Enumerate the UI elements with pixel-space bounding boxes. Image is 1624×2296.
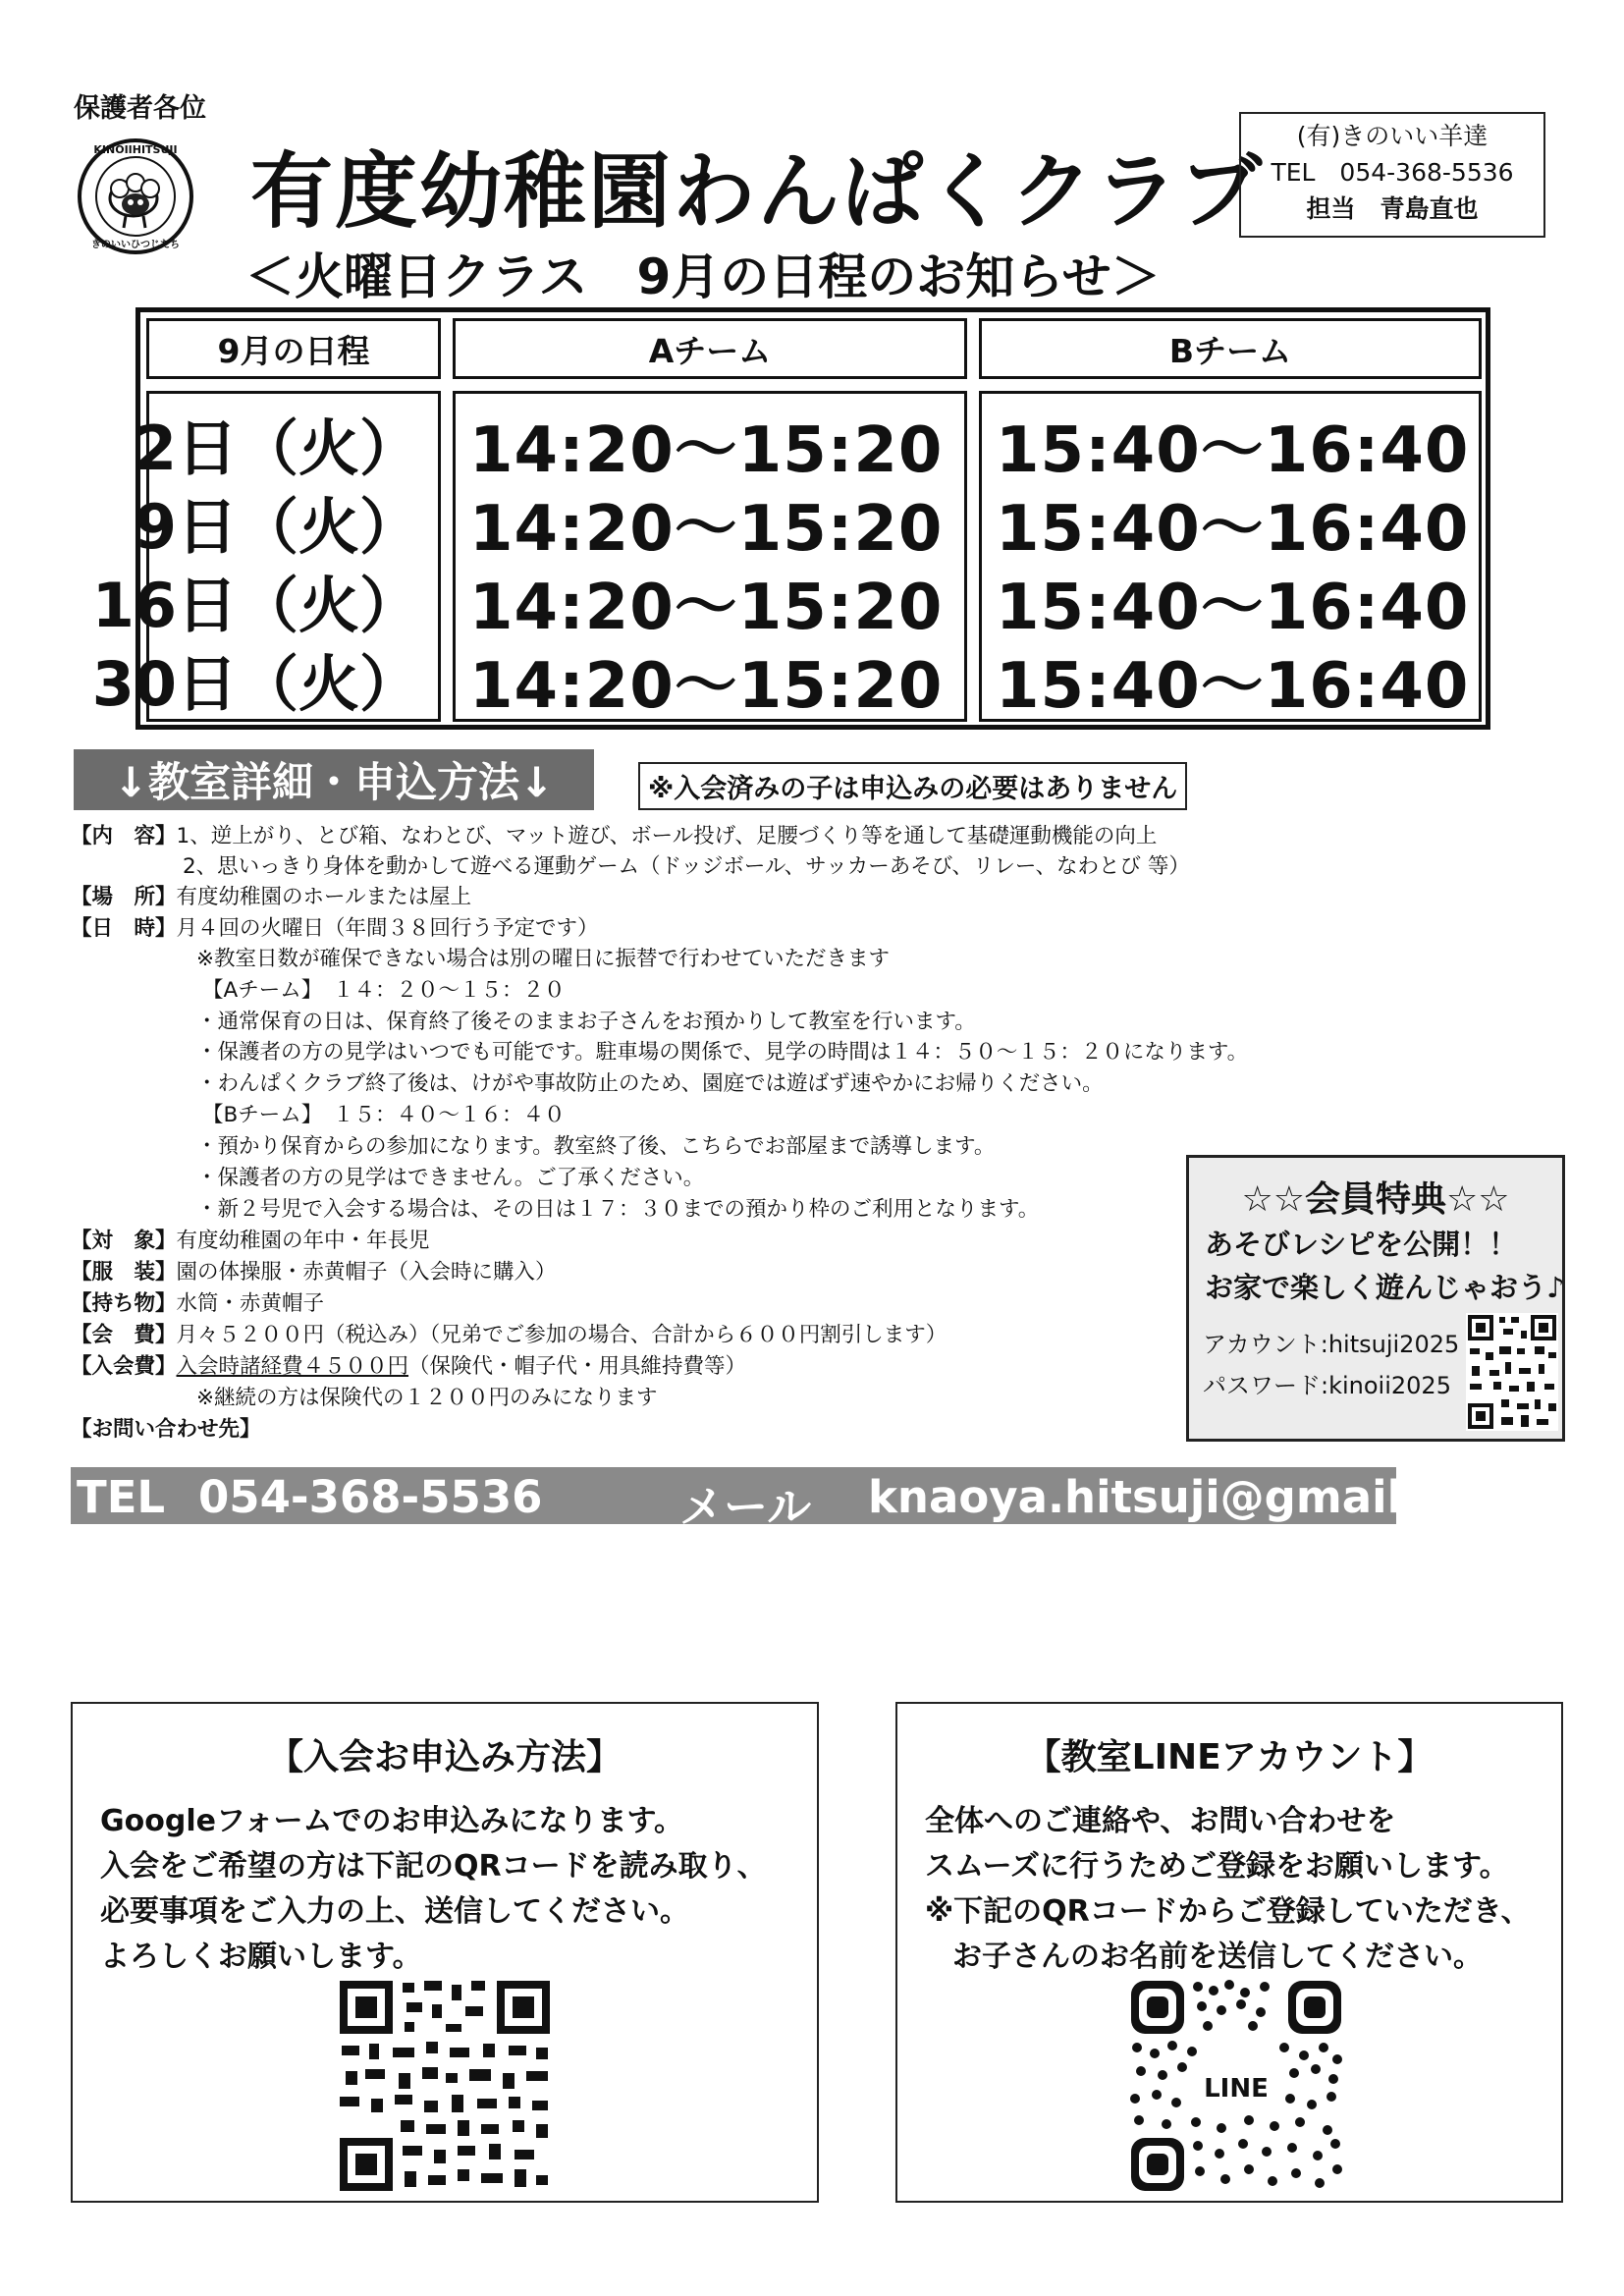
- sheep-logo: [77, 137, 194, 255]
- inquiry-label: 【お問い合わせ先】: [71, 1417, 261, 1442]
- team-b-column: [979, 391, 1482, 722]
- member-benefit-box: [1186, 1155, 1565, 1442]
- line-qr-label: LINE: [1204, 2074, 1269, 2104]
- place-text: 有度幼稚園のホールまたは屋上: [176, 885, 472, 909]
- line-account-box: [895, 1702, 1563, 2203]
- items-text: 水筒・赤黄帽子: [176, 1291, 325, 1316]
- line-text-2: スムーズに行うためご登録をお願いします。: [925, 1849, 1509, 1884]
- header-date: 9月の日程: [146, 318, 441, 379]
- date-cell: 9日（火）: [134, 491, 420, 563]
- content-text-2: 2、思いっきり身体を動かして遊べる運動ゲーム（ドッジボール、サッカーあそび、リレー、なわとび 等）: [183, 854, 1190, 879]
- a-team-time: 【Aチーム】 １４：２０～１５：２０: [202, 978, 566, 1003]
- team-b-time: 15:40～16:40: [996, 650, 1470, 723]
- logo-text: KINOIIHITSUJI: [93, 143, 178, 156]
- team-a-time: 14:20～15:20: [469, 650, 944, 723]
- team-a-column: [453, 391, 967, 722]
- clothes-label: 【服 装】: [71, 1260, 177, 1285]
- fee-text: 月々５２００円（税込み）（兄弟でご参加の場合、合計から６００円割引します）: [176, 1323, 947, 1347]
- benefit-line-2: お家で楽しく遊んじゃおう♪: [1205, 1271, 1565, 1304]
- team-a-time: 14:20～15:20: [469, 414, 944, 487]
- line-title: 【教室LINEアカウント】: [1025, 1737, 1434, 1777]
- date-cell: 16日（火）: [91, 570, 420, 641]
- contact-tel-label: TEL: [77, 1471, 166, 1523]
- details-heading: ↓教室詳細・申込方法↓: [74, 749, 594, 810]
- content-text-1: 1、逆上がり、とび箱、なわとび、マット遊び、ボール投げ、足腰づくり等を通して基礎運動機能の向上: [176, 824, 1158, 848]
- team-b-time: 15:40～16:40: [996, 414, 1470, 487]
- member-note: ※入会済みの子は申込みの必要はありません: [638, 762, 1187, 810]
- recipients: 保護者各位: [74, 93, 206, 124]
- time-note: ※教室日数が確保できない場合は別の曜日に振替で行わせていただきます: [196, 947, 891, 971]
- team-a-time: 14:20～15:20: [469, 493, 944, 566]
- b-team-note-1: ・預かり保育からの参加になります。教室終了後、こちらでお部屋まで誘導します。: [196, 1134, 996, 1159]
- target-row: [71, 1228, 430, 1255]
- page-title: 有度幼稚園わんぱくクラブ: [250, 143, 1265, 240]
- line-qr-code[interactable]: [1127, 1977, 1345, 2195]
- target-text: 有度幼稚園の年中・年長児: [176, 1229, 430, 1253]
- a-team-note-2: ・保護者の方の見学はいつでも可能です。駐車場の関係で、見学の時間は１４：５０～１５：２０になります。: [196, 1040, 1249, 1065]
- benefit-qr-code[interactable]: [1466, 1313, 1558, 1431]
- items-label: 【持ち物】: [71, 1291, 177, 1316]
- header-team-b: Bチーム: [979, 318, 1482, 379]
- header-team-a: Aチーム: [453, 318, 967, 379]
- contact-mail[interactable]: knaoya.hitsuji@gmail.com: [868, 1471, 1522, 1523]
- signup-line-4: よろしくお願いします。: [100, 1940, 422, 1974]
- clothes-text: 園の体操服・赤黄帽子（入会時に購入）: [176, 1260, 557, 1285]
- person-in-charge: 担当 青島直也: [1306, 194, 1479, 223]
- entry-note: ※継続の方は保険代の１２００円のみになります: [196, 1386, 658, 1410]
- line-text-4: お子さんのお名前を送信してください。: [952, 1940, 1483, 1974]
- fee-row: [71, 1322, 947, 1349]
- signup-box: [71, 1702, 819, 2203]
- signup-line-2: 入会をご希望の方は下記のQRコードを読み取り、: [100, 1849, 767, 1884]
- signup-title: 【入会お申込み方法】: [267, 1737, 622, 1777]
- benefit-line-1: あそびレシピを公開！！: [1205, 1228, 1518, 1261]
- clothes-row: [71, 1259, 557, 1286]
- benefit-password: パスワード:kinoii2025: [1203, 1372, 1451, 1399]
- contact-tel[interactable]: 054-368-5536: [198, 1471, 543, 1523]
- place-label: 【場 所】: [71, 885, 177, 909]
- contact-bar: [71, 1467, 1522, 1533]
- benefit-title: ☆☆会員特典☆☆: [1241, 1179, 1510, 1220]
- items-row: [71, 1290, 324, 1318]
- content-row-1: [71, 823, 1157, 850]
- time-row: [71, 915, 599, 943]
- page-subtitle: ＜火曜日クラス 9月の日程のお知らせ＞: [245, 248, 1161, 305]
- signup-line-1: Googleフォームでのお申込みになります。: [100, 1804, 684, 1838]
- content-label: 【内 容】: [71, 824, 177, 848]
- line-text-1: 全体へのご連絡や、お問い合わせを: [925, 1804, 1396, 1838]
- contact-box: [1239, 112, 1545, 238]
- time-label: 【日 時】: [71, 916, 177, 941]
- entry-rest: （保険代・帽子代・用具維持費等）: [408, 1354, 747, 1379]
- entry-row: [71, 1353, 746, 1381]
- logo-subtext: きのいいひつじたち: [91, 240, 180, 250]
- company-tel: TEL 054-368-5536: [1271, 158, 1514, 187]
- date-column: [91, 391, 441, 722]
- place-row: [71, 884, 471, 911]
- target-label: 【対 象】: [71, 1229, 177, 1253]
- team-b-time: 15:40～16:40: [996, 493, 1470, 566]
- date-cell: 2日（火）: [134, 412, 420, 484]
- signup-line-3: 必要事項をご入力の上、送信してください。: [100, 1894, 689, 1929]
- b-team-note-2: ・保護者の方の見学はできません。ご了承ください。: [196, 1166, 705, 1190]
- b-team-note-3: ・新２号児で入会する場合は、その日は１７：３０までの預かり枠のご利用となります。: [196, 1197, 1040, 1222]
- company-name: (有)きのいい羊達: [1296, 122, 1489, 150]
- team-b-time: 15:40～16:40: [996, 572, 1470, 644]
- time-text: 月４回の火曜日（年間３８回行う予定です）: [176, 916, 599, 941]
- a-team-note-3: ・わんぱくクラブ終了後は、けがや事故防止のため、園庭では遊ばず速やかにお帰りください。: [196, 1071, 1104, 1096]
- line-text-3: ※下記のQRコードからご登録していただき、: [925, 1894, 1531, 1929]
- b-team-time: 【Bチーム】 １５：４０～１６：４０: [202, 1103, 566, 1127]
- a-team-note-1: ・通常保育の日は、保育終了後そのままお子さんをお預かりして教室を行います。: [196, 1010, 976, 1034]
- schedule-table: [91, 307, 1490, 730]
- team-a-time: 14:20～15:20: [469, 572, 944, 644]
- date-cell: 30日（火）: [91, 648, 420, 720]
- entry-fee: 入会時諸経費４５００円: [176, 1354, 409, 1379]
- benefit-account: アカウント:hitsuji2025: [1203, 1331, 1460, 1358]
- signup-qr-code[interactable]: [336, 1977, 554, 2195]
- entry-label: 【入会費】: [71, 1354, 177, 1379]
- contact-mail-label: メール: [679, 1481, 812, 1533]
- fee-label: 【会 費】: [71, 1323, 177, 1347]
